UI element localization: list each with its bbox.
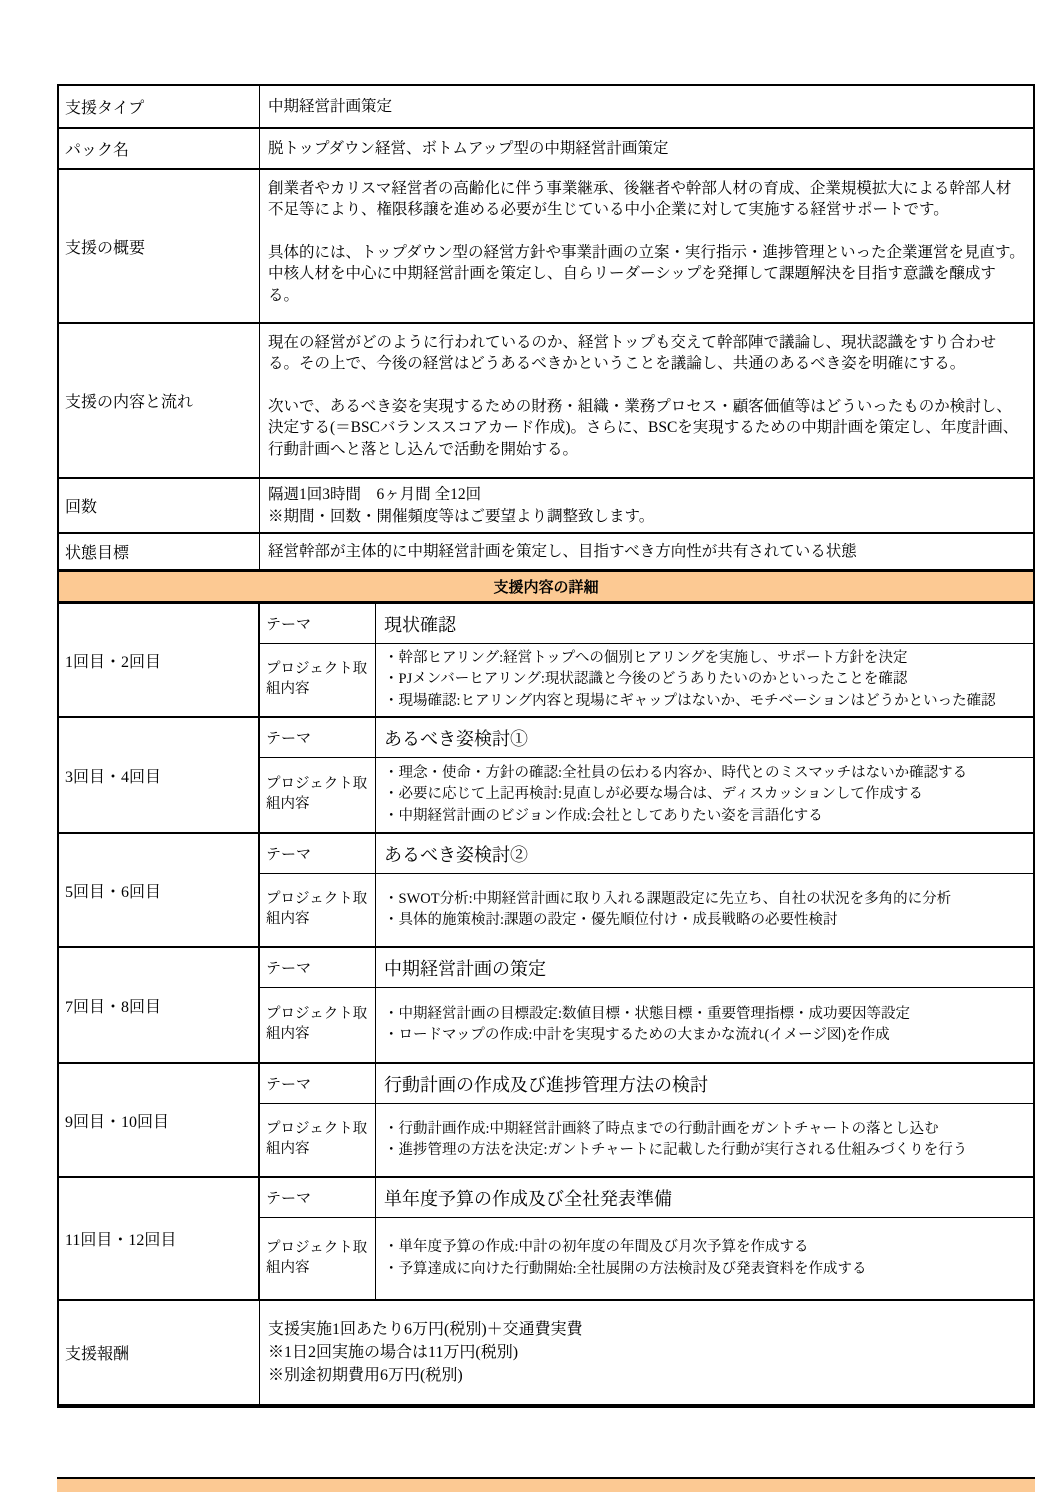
work-items-cell xyxy=(376,1104,1033,1176)
theme-header-cell: テーマ xyxy=(260,1064,376,1104)
row-value xyxy=(260,170,1033,322)
row-value xyxy=(260,479,1033,532)
theme-value-cell: 中期経営計画の策定 xyxy=(376,948,1033,988)
text-line: 中期経営計画策定 xyxy=(268,97,393,115)
fee-label: 支援報酬 xyxy=(59,1301,260,1404)
text-line: 具体的には、トップダウン型の経営方針や事業計画の立案・実行指示・進捗管理といった企業運営を見直す。中核人材を中心に中期経営計画を策定し、自らリーダーシップを発揮して課題解決を目指す意識を醸成する。 xyxy=(268,243,1025,304)
session-label: 11回目・12回目 xyxy=(59,1178,260,1299)
section-header-title: 支援内容の詳細 xyxy=(493,579,599,596)
theme-header-cell: テーマ xyxy=(260,604,376,644)
session-label: 1回目・2回目 xyxy=(59,604,260,716)
table-row xyxy=(59,534,1033,569)
row-label: パック名 xyxy=(59,129,260,168)
work-header-cell: プロジェクト取組内容 xyxy=(260,758,376,832)
work-header-cell: プロジェクト取組内容 xyxy=(260,644,376,716)
theme-value-cell: 単年度予算の作成及び全社発表準備 xyxy=(376,1178,1033,1218)
text-line: ※期間・回数・開催頻度等はご要望より調整致します。 xyxy=(268,507,655,525)
detail-table xyxy=(59,604,1033,1301)
text-line: 次いで、あるべき姿を実現するための財務・組織・業務プロセス・顧客価値等はどういったものか検討し、決定する(＝BSCバランススコアカード作成)。さらに、BSCを実現するための中期計画を策定し、年度計画、行動計画へと落とし込んで活動を開始する。 xyxy=(268,397,1019,458)
work-items-cell xyxy=(376,1218,1033,1299)
detail-row xyxy=(59,604,1033,718)
bullet-line: ・幹部ヒアリング:経営トップへの個別ヒアリングを実施し、サポート方針を決定 xyxy=(384,650,908,667)
work-items-cell xyxy=(376,644,1033,716)
fee-value xyxy=(260,1301,1033,1404)
section-header-band xyxy=(59,569,1033,604)
work-items-cell xyxy=(376,874,1033,946)
support-pack-table xyxy=(57,84,1035,1408)
bullet-line: ・ロードマップの作成:中計を実現するための大まかな流れ(イメージ図)を作成 xyxy=(384,1027,890,1043)
detail-row xyxy=(59,834,1033,948)
text-line: 隔週1回3時間 6ヶ月間 全12回 xyxy=(268,486,482,504)
info-table xyxy=(59,86,1033,569)
text-line xyxy=(268,221,1025,242)
theme-value-cell: あるべき姿検討① xyxy=(376,718,1033,758)
row-value xyxy=(260,534,1033,569)
table-row xyxy=(59,86,1033,129)
session-label: 9回目・10回目 xyxy=(59,1064,260,1176)
theme-header-cell: テーマ xyxy=(260,948,376,988)
text-line: 脱トップダウン経営、ボトムアップ型の中期経営計画策定 xyxy=(268,139,669,157)
bullet-line: ・具体的施策検討:課題の設定・優先順位付け・成長戦略の必要性検討 xyxy=(384,912,838,928)
text-line: 創業者やカリスマ経営者の高齢化に伴う事業継承、後継者や幹部人材の育成、企業規模拡大による幹部人材不足等により、権限移譲を進める必要が生じている中小企業に対して実施する経営サポートです。 xyxy=(268,180,1012,219)
row-label: 支援タイプ xyxy=(59,86,260,127)
fee-row xyxy=(59,1301,1033,1406)
bullet-line: ・SWOT分析:中期経営計画に取り入れる課題設定に先立ち、自社の状況を多角的に分析 xyxy=(384,890,952,907)
table-row xyxy=(59,129,1033,170)
detail-row xyxy=(59,1178,1033,1301)
work-items-cell xyxy=(376,988,1033,1062)
fee-line: 支援実施1回あたり6万円(税別)＋交通費実費 xyxy=(268,1320,583,1338)
work-header-cell: プロジェクト取組内容 xyxy=(260,1218,376,1299)
work-items-cell xyxy=(376,758,1033,832)
detail-row xyxy=(59,948,1033,1064)
session-label: 3回目・4回目 xyxy=(59,718,260,832)
row-value xyxy=(260,86,1033,127)
bullet-line: ・必要に応じて上記再検討:見直しが必要な場合は、ディスカッションして作成する xyxy=(384,786,923,803)
work-header-cell: プロジェクト取組内容 xyxy=(260,988,376,1062)
theme-header-cell: テーマ xyxy=(260,1178,376,1218)
theme-value-cell: 行動計画の作成及び進捗管理方法の検討 xyxy=(376,1064,1033,1104)
row-value xyxy=(260,324,1033,477)
text-line xyxy=(268,375,1025,396)
work-header-cell: プロジェクト取組内容 xyxy=(260,874,376,946)
bullet-line: ・単年度予算の作成:中計の初年度の年間及び月次予算を作成する xyxy=(384,1239,809,1256)
row-label: 回数 xyxy=(59,479,260,532)
bullet-line: ・行動計画作成:中期経営計画終了時点までの行動計画をガントチャートの落とし込む xyxy=(384,1120,939,1137)
row-value xyxy=(260,129,1033,168)
bullet-line: ・中期経営計画のビジョン作成:会社としてありたい姿を言語化する xyxy=(384,807,823,824)
table-row xyxy=(59,170,1033,324)
session-label: 7回目・8回目 xyxy=(59,948,260,1062)
bullet-line: ・予算達成に向けた行動開始:全社展開の方法検討及び発表資料を作成する xyxy=(384,1260,867,1277)
theme-header-cell: テーマ xyxy=(260,834,376,874)
bullet-line: ・理念・使命・方針の確認:全社員の伝わる内容か、時代とのミスマッチはないか確認する xyxy=(384,765,968,782)
table-row xyxy=(59,324,1033,479)
text-line: 現在の経営がどのように行われているのか、経営トップも交えて幹部陣で議論し、現状認識をすり合わせる。その上で、今後の経営はどうあるべきかということを議論し、共通のあるべき姿を明確にする。 xyxy=(268,334,997,373)
row-label: 支援の概要 xyxy=(59,170,260,322)
bullet-line: ・進捗管理の方法を決定:ガントチャートに記載した行動が実行される仕組みづくりを行う xyxy=(384,1142,968,1158)
table-row xyxy=(59,479,1033,534)
theme-value-cell: あるべき姿検討② xyxy=(376,834,1033,874)
row-label: 支援の内容と流れ xyxy=(59,324,260,477)
next-section-band-sliver xyxy=(57,1477,1035,1492)
theme-header-cell: テーマ xyxy=(260,718,376,758)
bullet-line: ・中期経営計画の目標設定:数値目標・状態目標・重要管理指標・成功要因等設定 xyxy=(384,1005,911,1022)
text-line: 経営幹部が主体的に中期経営計画を策定し、目指すべき方向性が共有されている状態 xyxy=(268,542,857,560)
bullet-line: ・PJメンバーヒアリング:現状認識と今後のどうありたいのかといったことを確認 xyxy=(384,671,908,688)
fee-line: ※別途初期費用6万円(税別) xyxy=(268,1367,463,1385)
detail-row xyxy=(59,1064,1033,1178)
row-label: 状態目標 xyxy=(59,534,260,569)
theme-value-cell: 現状確認 xyxy=(376,604,1033,644)
work-header-cell: プロジェクト取組内容 xyxy=(260,1104,376,1176)
session-label: 5回目・6回目 xyxy=(59,834,260,946)
detail-row xyxy=(59,718,1033,834)
fee-line: ※1日2回実施の場合は11万円(税別) xyxy=(268,1343,519,1361)
bullet-line: ・現場確認:ヒアリング内容と現場にギャップはないか、モチベーションはどうかといった確認 xyxy=(384,692,996,709)
